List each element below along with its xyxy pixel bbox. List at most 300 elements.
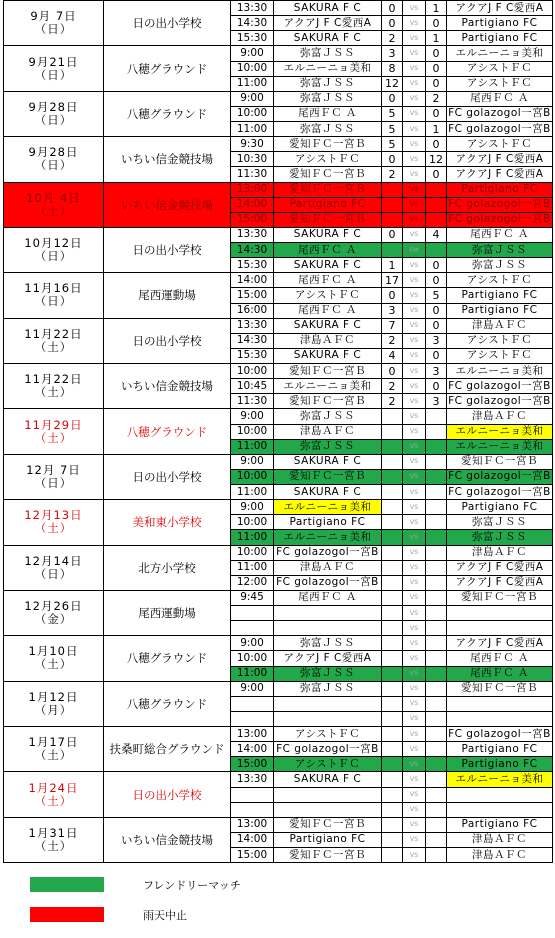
away-score <box>426 182 447 197</box>
away-score <box>426 500 447 515</box>
away-team: エルニーニョ美和 <box>447 364 553 379</box>
vs-label: VS <box>403 651 426 666</box>
vs-label: VS <box>403 545 426 560</box>
match-date-weekday: （土） <box>34 838 73 853</box>
home-score: 17 <box>382 273 403 288</box>
match-date <box>4 590 104 635</box>
vs-label: VS <box>403 787 426 802</box>
match-venue: 八穂グラウンド <box>104 91 231 136</box>
vs-label: VS <box>403 61 426 76</box>
match-date-day: 1月12日 <box>28 689 79 704</box>
kickoff-time <box>231 787 274 802</box>
match-venue: 八穂グラウンド <box>104 636 231 681</box>
away-score <box>426 606 447 621</box>
home-score: 4 <box>382 348 403 363</box>
kickoff-time: 11:00 <box>231 439 274 454</box>
home-score: 2 <box>382 379 403 394</box>
kickoff-time: 11:00 <box>231 485 274 500</box>
home-score <box>382 409 403 424</box>
away-score <box>426 485 447 500</box>
vs-label: VS <box>403 802 426 817</box>
home-team: SAKURA F C <box>274 485 382 500</box>
home-score <box>382 515 403 530</box>
match-date <box>4 409 104 454</box>
home-score <box>382 621 403 636</box>
away-score <box>426 787 447 802</box>
home-team <box>274 787 382 802</box>
home-team: 愛知ＦＣ一宮Ｂ <box>274 848 382 863</box>
home-team: 愛知ＦＣ一宮Ｂ <box>274 182 382 197</box>
home-team: 弥富ＪＳＳ <box>274 636 382 651</box>
vs-label: VS <box>403 273 426 288</box>
away-team: アシストＦＣ <box>447 61 553 76</box>
kickoff-time: 14:00 <box>231 273 274 288</box>
away-team: 津島ＡＦＣ <box>447 409 553 424</box>
home-score <box>382 727 403 742</box>
away-team: アクアJ F C愛西A <box>447 575 553 590</box>
match-date-day: 11月22日 <box>24 326 83 341</box>
away-team: 愛知ＦＣ一宮Ｂ <box>447 454 553 469</box>
home-team <box>274 802 382 817</box>
away-score <box>426 454 447 469</box>
away-score <box>426 575 447 590</box>
match-date-weekday: （日） <box>34 112 73 127</box>
home-team: 尾西ＦＣ Ａ <box>274 243 382 258</box>
vs-label: VS <box>403 197 426 212</box>
away-score <box>426 681 447 696</box>
match-date-day: 1月17日 <box>28 735 79 750</box>
home-score <box>382 182 403 197</box>
match-date-weekday: （日） <box>34 294 73 309</box>
home-score <box>382 636 403 651</box>
match-row <box>4 91 553 106</box>
home-team: 弥富ＪＳＳ <box>274 46 382 61</box>
home-score <box>382 212 403 227</box>
match-date-weekday: （土） <box>34 203 73 218</box>
away-score: 1 <box>426 1 447 16</box>
home-score <box>382 817 403 832</box>
kickoff-time: 15:30 <box>231 31 274 46</box>
match-date-weekday: （月） <box>34 702 73 717</box>
vs-label: VS <box>403 288 426 303</box>
vs-label: VS <box>403 560 426 575</box>
kickoff-time: 9:00 <box>231 46 274 61</box>
vs-label: VS <box>403 817 426 832</box>
away-team: エルニーニョ美和 <box>447 439 553 454</box>
vs-label: VS <box>403 394 426 409</box>
home-score: 5 <box>382 106 403 121</box>
away-team: エルニーニョ美和 <box>447 46 553 61</box>
vs-label: VS <box>403 590 426 605</box>
kickoff-time <box>231 606 274 621</box>
match-row <box>4 817 553 832</box>
home-score <box>382 757 403 772</box>
away-team: アクアJ F C愛西A <box>447 152 553 167</box>
schedule-table <box>3 0 553 863</box>
home-team: エルニーニョ美和 <box>274 379 382 394</box>
match-date-weekday: （日） <box>34 67 73 82</box>
home-score <box>382 742 403 757</box>
vs-label: VS <box>403 485 426 500</box>
away-team <box>447 606 553 621</box>
away-score <box>426 515 447 530</box>
home-score: 3 <box>382 46 403 61</box>
away-team: Partigiano FC <box>447 500 553 515</box>
home-team: SAKURA F C <box>274 318 382 333</box>
away-score: 0 <box>426 167 447 182</box>
home-score <box>382 787 403 802</box>
home-team: 津島ＡＦＣ <box>274 333 382 348</box>
match-venue: 日の出小学校 <box>104 772 231 817</box>
away-team: 弥富ＪＳＳ <box>447 258 553 273</box>
away-team: Partigiano FC <box>447 16 553 31</box>
vs-label: VS <box>403 469 426 484</box>
home-team: 津島ＡＦＣ <box>274 560 382 575</box>
kickoff-time: 14:30 <box>231 243 274 258</box>
home-score <box>382 454 403 469</box>
kickoff-time: 13:00 <box>231 817 274 832</box>
away-score: 1 <box>426 122 447 137</box>
away-score <box>426 817 447 832</box>
match-row <box>4 454 553 469</box>
home-team: 尾西ＦＣ Ａ <box>274 590 382 605</box>
kickoff-time: 15:00 <box>231 212 274 227</box>
away-team <box>447 787 553 802</box>
kickoff-time: 11:30 <box>231 167 274 182</box>
away-team: FC golazogol一宮B <box>447 394 553 409</box>
kickoff-time: 14:00 <box>231 832 274 847</box>
home-team: 弥富ＪＳＳ <box>274 439 382 454</box>
away-score <box>426 590 447 605</box>
away-team: FC golazogol一宮B <box>447 122 553 137</box>
away-team: FC golazogol一宮B <box>447 485 553 500</box>
away-team: アクアJ F C愛西A <box>447 636 553 651</box>
match-date <box>4 227 104 272</box>
kickoff-time: 13:30 <box>231 227 274 242</box>
away-team: エルニーニョ美和 <box>447 424 553 439</box>
home-score: 2 <box>382 31 403 46</box>
match-date <box>4 364 104 409</box>
away-team <box>447 802 553 817</box>
home-team: アクアJ F C愛西A <box>274 651 382 666</box>
match-date-weekday: （金） <box>34 612 73 627</box>
vs-label: VS <box>403 46 426 61</box>
match-date <box>4 817 104 862</box>
vs-label: VS <box>403 106 426 121</box>
away-score <box>426 212 447 227</box>
match-venue: 北方小学校 <box>104 545 231 590</box>
vs-label: VS <box>403 333 426 348</box>
home-team: 弥富ＪＳＳ <box>274 681 382 696</box>
home-team: 愛知ＦＣ一宮Ｂ <box>274 364 382 379</box>
away-score: 0 <box>426 61 447 76</box>
kickoff-time: 14:00 <box>231 197 274 212</box>
away-score: 0 <box>426 273 447 288</box>
away-score <box>426 742 447 757</box>
kickoff-time: 10:00 <box>231 61 274 76</box>
away-team: FC golazogol一宮B <box>447 106 553 121</box>
away-team: 弥富ＪＳＳ <box>447 530 553 545</box>
home-team <box>274 696 382 711</box>
home-score: 0 <box>382 152 403 167</box>
home-team: アシストＦＣ <box>274 727 382 742</box>
kickoff-time <box>231 711 274 726</box>
match-date-weekday: （土） <box>34 385 73 400</box>
away-team: 愛知ＦＣ一宮Ｂ <box>447 590 553 605</box>
match-date <box>4 500 104 545</box>
away-score <box>426 651 447 666</box>
match-date <box>4 1 104 46</box>
away-score: 12 <box>426 152 447 167</box>
home-score <box>382 832 403 847</box>
away-score: 0 <box>426 303 447 318</box>
match-venue: 日の出小学校 <box>104 1 231 46</box>
kickoff-time: 9:00 <box>231 91 274 106</box>
vs-label: VS <box>403 621 426 636</box>
home-team: Partigiano FC <box>274 515 382 530</box>
kickoff-time: 15:00 <box>231 757 274 772</box>
kickoff-time: 13:00 <box>231 727 274 742</box>
match-date-weekday: （土） <box>34 657 73 672</box>
vs-label: VS <box>403 227 426 242</box>
home-score <box>382 696 403 711</box>
kickoff-time: 10:30 <box>231 152 274 167</box>
home-score <box>382 681 403 696</box>
match-row <box>4 318 553 333</box>
match-venue: いちい信金競技場 <box>104 182 231 227</box>
rain-legend-label: 雨天中止 <box>143 909 187 922</box>
home-team: アシストＦＣ <box>274 288 382 303</box>
match-date <box>4 545 104 590</box>
home-team: SAKURA F C <box>274 1 382 16</box>
vs-label: VS <box>403 409 426 424</box>
vs-label: VS <box>403 742 426 757</box>
home-team: Partigiano FC <box>274 197 382 212</box>
home-score: 0 <box>382 1 403 16</box>
vs-label: VS <box>403 711 426 726</box>
vs-label: VS <box>403 16 426 31</box>
match-row <box>4 227 553 242</box>
match-date-day: 9月28日 <box>28 145 79 160</box>
match-date <box>4 273 104 318</box>
match-row <box>4 727 553 742</box>
away-team: 津島ＡＦＣ <box>447 848 553 863</box>
match-date-day: 12月26日 <box>24 599 83 614</box>
match-row <box>4 772 553 787</box>
match-row <box>4 636 553 651</box>
vs-label: VS <box>403 76 426 91</box>
vs-label: FM <box>403 243 426 258</box>
match-row <box>4 182 553 197</box>
home-score <box>382 575 403 590</box>
away-team: 津島ＡＦＣ <box>447 318 553 333</box>
match-date <box>4 46 104 91</box>
away-team <box>447 621 553 636</box>
kickoff-time: 14:00 <box>231 742 274 757</box>
home-score <box>382 560 403 575</box>
match-date <box>4 318 104 363</box>
match-venue: 日の出小学校 <box>104 318 231 363</box>
kickoff-time: 10:00 <box>231 651 274 666</box>
vs-label: VS <box>403 515 426 530</box>
kickoff-time: 11:00 <box>231 122 274 137</box>
match-date-day: 1月24日 <box>28 780 79 795</box>
vs-label: VS <box>403 772 426 787</box>
match-date-weekday: （土） <box>34 521 73 536</box>
vs-label: VS <box>403 152 426 167</box>
away-team: アシストＦＣ <box>447 76 553 91</box>
vs-label: VS <box>403 212 426 227</box>
home-team: SAKURA F C <box>274 454 382 469</box>
match-date-day: 11月29日 <box>24 417 83 432</box>
match-date-day: 12月 7日 <box>26 462 81 477</box>
vs-label: VS <box>403 696 426 711</box>
away-score: 0 <box>426 16 447 31</box>
home-team: 愛知ＦＣ一宮Ｂ <box>274 394 382 409</box>
kickoff-time <box>231 621 274 636</box>
kickoff-time: 13:00 <box>231 182 274 197</box>
away-team: FC golazogol一宮B <box>447 469 553 484</box>
home-score <box>382 530 403 545</box>
away-score <box>426 802 447 817</box>
away-score <box>426 469 447 484</box>
kickoff-time: 13:30 <box>231 772 274 787</box>
away-score <box>426 197 447 212</box>
home-score <box>382 802 403 817</box>
vs-label: VS <box>403 636 426 651</box>
kickoff-time: 10:00 <box>231 515 274 530</box>
away-score: 1 <box>426 31 447 46</box>
vs-label: VS <box>403 454 426 469</box>
away-score: 0 <box>426 106 447 121</box>
kickoff-time: 11:00 <box>231 666 274 681</box>
away-score <box>426 848 447 863</box>
away-team: FC golazogol一宮B <box>447 727 553 742</box>
home-team: アシストＦＣ <box>274 152 382 167</box>
away-score <box>426 439 447 454</box>
home-team: FC golazogol一宮B <box>274 545 382 560</box>
kickoff-time: 9:00 <box>231 636 274 651</box>
away-score <box>426 530 447 545</box>
home-team: 尾西ＦＣ Ａ <box>274 303 382 318</box>
home-team: エルニーニョ美和 <box>274 61 382 76</box>
home-score <box>382 485 403 500</box>
away-score <box>426 727 447 742</box>
match-date-day: 10月12日 <box>24 236 83 251</box>
match-venue: 八穂グラウンド <box>104 681 231 726</box>
home-score <box>382 424 403 439</box>
away-team: アシストＦＣ <box>447 333 553 348</box>
match-venue: 尾西運動場 <box>104 273 231 318</box>
away-team: アクアJ F C愛西A <box>447 560 553 575</box>
home-team: SAKURA F C <box>274 31 382 46</box>
away-score: 0 <box>426 258 447 273</box>
match-date-day: 12月13日 <box>24 508 83 523</box>
match-date-weekday: （日） <box>34 158 73 173</box>
home-team: 弥富ＪＳＳ <box>274 666 382 681</box>
home-team: SAKURA F C <box>274 348 382 363</box>
home-score <box>382 197 403 212</box>
home-team: 弥富ＪＳＳ <box>274 409 382 424</box>
home-team: エルニーニョ美和 <box>274 500 382 515</box>
away-score <box>426 621 447 636</box>
away-team: アシストＦＣ <box>447 273 553 288</box>
vs-label: VS <box>403 167 426 182</box>
match-date-day: 9月21日 <box>28 54 79 69</box>
away-team: 津島ＡＦＣ <box>447 832 553 847</box>
kickoff-time: 10:00 <box>231 424 274 439</box>
match-date <box>4 681 104 726</box>
away-team: FC golazogol一宮B <box>447 197 553 212</box>
away-score <box>426 243 447 258</box>
away-team: アシストＦＣ <box>447 348 553 363</box>
away-score: 2 <box>426 91 447 106</box>
away-score: 3 <box>426 333 447 348</box>
away-score <box>426 696 447 711</box>
away-team: Partigiano FC <box>447 288 553 303</box>
match-date <box>4 772 104 817</box>
vs-label: VS <box>403 500 426 515</box>
away-team: 尾西ＦＣ Ａ <box>447 651 553 666</box>
home-score <box>382 243 403 258</box>
home-score <box>382 469 403 484</box>
home-team: SAKURA F C <box>274 227 382 242</box>
match-row <box>4 545 553 560</box>
kickoff-time: 9:00 <box>231 681 274 696</box>
vs-label: VS <box>403 348 426 363</box>
home-team <box>274 606 382 621</box>
home-team: 愛知ＦＣ一宮Ｂ <box>274 167 382 182</box>
kickoff-time: 15:00 <box>231 288 274 303</box>
match-date-day: 12月14日 <box>24 553 83 568</box>
match-date <box>4 636 104 681</box>
vs-label: VS <box>403 379 426 394</box>
home-score <box>382 711 403 726</box>
vs-label: VS <box>403 530 426 545</box>
home-team: 愛知ＦＣ一宮Ｂ <box>274 137 382 152</box>
match-date <box>4 137 104 182</box>
match-date-day: 1月10日 <box>28 644 79 659</box>
home-team: SAKURA F C <box>274 772 382 787</box>
vs-label: VS <box>403 182 426 197</box>
rain-legend-swatch <box>30 907 104 922</box>
vs-label: VS <box>403 832 426 847</box>
vs-label: VS <box>403 424 426 439</box>
kickoff-time: 13:30 <box>231 1 274 16</box>
vs-label: VS <box>403 91 426 106</box>
away-score <box>426 636 447 651</box>
match-venue: 美和東小学校 <box>104 500 231 545</box>
vs-label: VS <box>403 848 426 863</box>
away-score <box>426 711 447 726</box>
home-score <box>382 590 403 605</box>
home-score: 0 <box>382 16 403 31</box>
kickoff-time: 10:00 <box>231 364 274 379</box>
kickoff-time: 9:00 <box>231 454 274 469</box>
away-team: アクアJ F C愛西A <box>447 1 553 16</box>
match-date-day: 1月31日 <box>28 825 79 840</box>
match-venue: 尾西運動場 <box>104 590 231 635</box>
away-score <box>426 832 447 847</box>
friendly-legend-swatch <box>30 877 104 892</box>
match-date-weekday: （土） <box>34 748 73 763</box>
home-score: 0 <box>382 288 403 303</box>
home-score <box>382 666 403 681</box>
away-team: 弥富ＪＳＳ <box>447 515 553 530</box>
home-score <box>382 651 403 666</box>
kickoff-time: 14:30 <box>231 16 274 31</box>
home-score <box>382 772 403 787</box>
